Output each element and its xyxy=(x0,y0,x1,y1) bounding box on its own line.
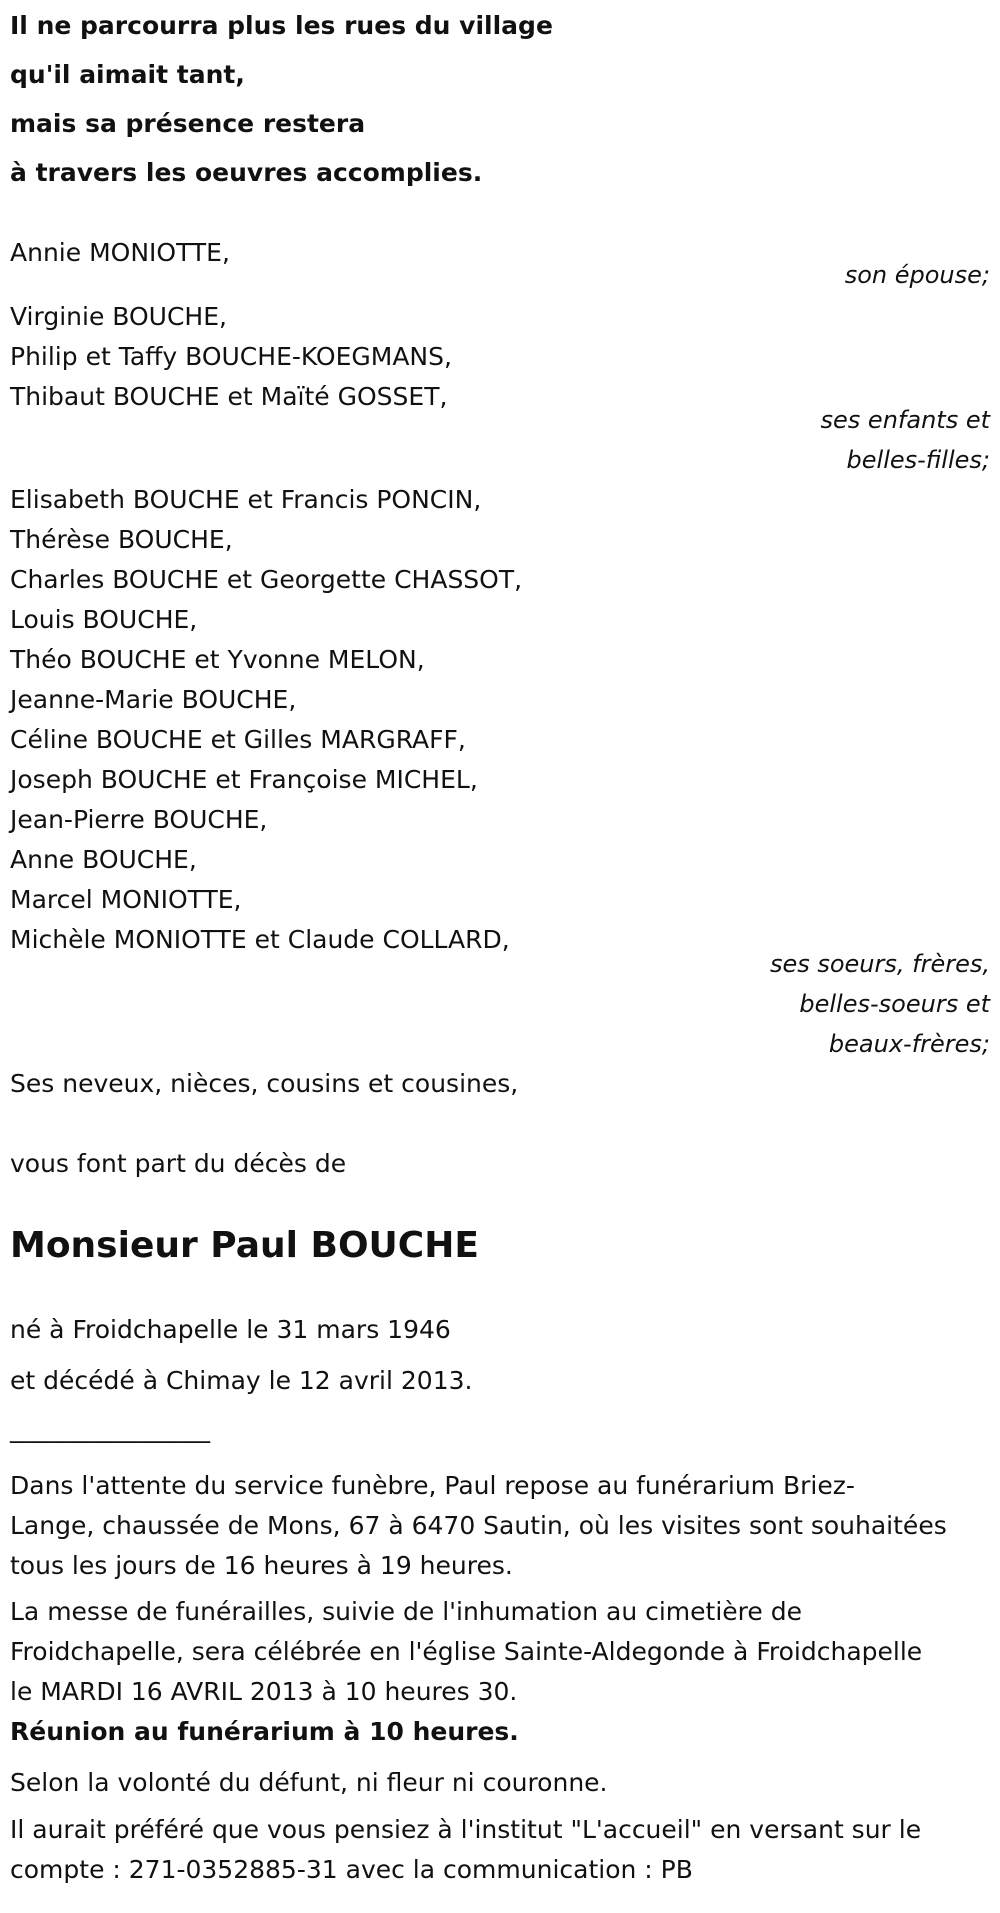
sibling-name: Michèle MONIOTTE et Claude COLLARD, xyxy=(10,925,510,954)
sibling-name: Marcel MONIOTTE, xyxy=(10,885,242,914)
child-name: Thibaut BOUCHE et Maïté GOSSET, xyxy=(10,382,448,411)
sibling-name: Jeanne-Marie BOUCHE, xyxy=(10,685,297,714)
paragraph-line: compte : 271-0352885-31 avec la communication : PB xyxy=(10,1855,693,1884)
spouse-name: Annie MONIOTTE, xyxy=(10,238,230,267)
announcement-text: vous font part du décès de xyxy=(10,1149,347,1178)
relation-label: ses soeurs, frères, xyxy=(769,950,990,978)
child-name: Virginie BOUCHE, xyxy=(10,302,227,331)
paragraph-line: Froidchapelle, sera célébrée en l'église Sainte-Aldegonde à Froidchapelle xyxy=(10,1637,923,1666)
death-info: et décédé à Chimay le 12 avril 2013. xyxy=(10,1366,473,1395)
viewing-paragraph xyxy=(10,1466,990,1586)
child-name: Philip et Taffy BOUCHE-KOEGMANS, xyxy=(10,342,452,371)
relation-label: belles-filles; xyxy=(846,446,990,474)
poem-line: à travers les oeuvres accomplies. xyxy=(10,158,483,187)
poem-line: Il ne parcourra plus les rues du village xyxy=(10,11,553,40)
sibling-name: Joseph BOUCHE et Françoise MICHEL, xyxy=(10,765,478,794)
relation-label: ses enfants et xyxy=(820,406,990,434)
sibling-name: Elisabeth BOUCHE et Francis PONCIN, xyxy=(10,485,482,514)
paragraph-line: La messe de funérailles, suivie de l'inhumation au cimetière de xyxy=(10,1597,802,1626)
relation-label: beaux-frères; xyxy=(828,1030,990,1058)
deceased-name: Monsieur Paul BOUCHE xyxy=(10,1225,479,1266)
extended-family: Ses neveux, nièces, cousins et cousines, xyxy=(10,1069,519,1098)
sibling-name: Thérèse BOUCHE, xyxy=(10,525,233,554)
relation-label: belles-soeurs et xyxy=(799,990,990,1018)
poem-line: mais sa présence restera xyxy=(10,109,366,138)
paragraph-line: Dans l'attente du service funèbre, Paul repose au funérarium Briez- xyxy=(10,1471,855,1500)
birth-info: né à Froidchapelle le 31 mars 1946 xyxy=(10,1315,451,1344)
sibling-name: Louis BOUCHE, xyxy=(10,605,198,634)
paragraph-line: Il aurait préféré que vous pensiez à l'institut "L'accueil" en versant sur le xyxy=(10,1815,922,1844)
sibling-name: Charles BOUCHE et Georgette CHASSOT, xyxy=(10,565,523,594)
separator-line: ________________ xyxy=(10,1414,210,1443)
relation-label: son épouse; xyxy=(844,261,990,289)
meeting-info: Réunion au funérarium à 10 heures. xyxy=(10,1717,519,1746)
paragraph-line: le MARDI 16 AVRIL 2013 à 10 heures 30. xyxy=(10,1677,518,1706)
flowers-wish: Selon la volonté du défunt, ni fleur ni couronne. xyxy=(10,1768,608,1797)
sibling-name: Anne BOUCHE, xyxy=(10,845,197,874)
paragraph-line: tous les jours de 16 heures à 19 heures. xyxy=(10,1551,513,1580)
poem-line: qu'il aimait tant, xyxy=(10,60,245,89)
paragraph-line: Lange, chaussée de Mons, 67 à 6470 Sautin, où les visites sont souhaitées xyxy=(10,1511,947,1540)
sibling-name: Théo BOUCHE et Yvonne MELON, xyxy=(10,645,425,674)
mass-paragraph xyxy=(10,1592,990,1712)
sibling-name: Jean-Pierre BOUCHE, xyxy=(10,805,268,834)
donation-paragraph xyxy=(10,1810,990,1890)
sibling-name: Céline BOUCHE et Gilles MARGRAFF, xyxy=(10,725,466,754)
